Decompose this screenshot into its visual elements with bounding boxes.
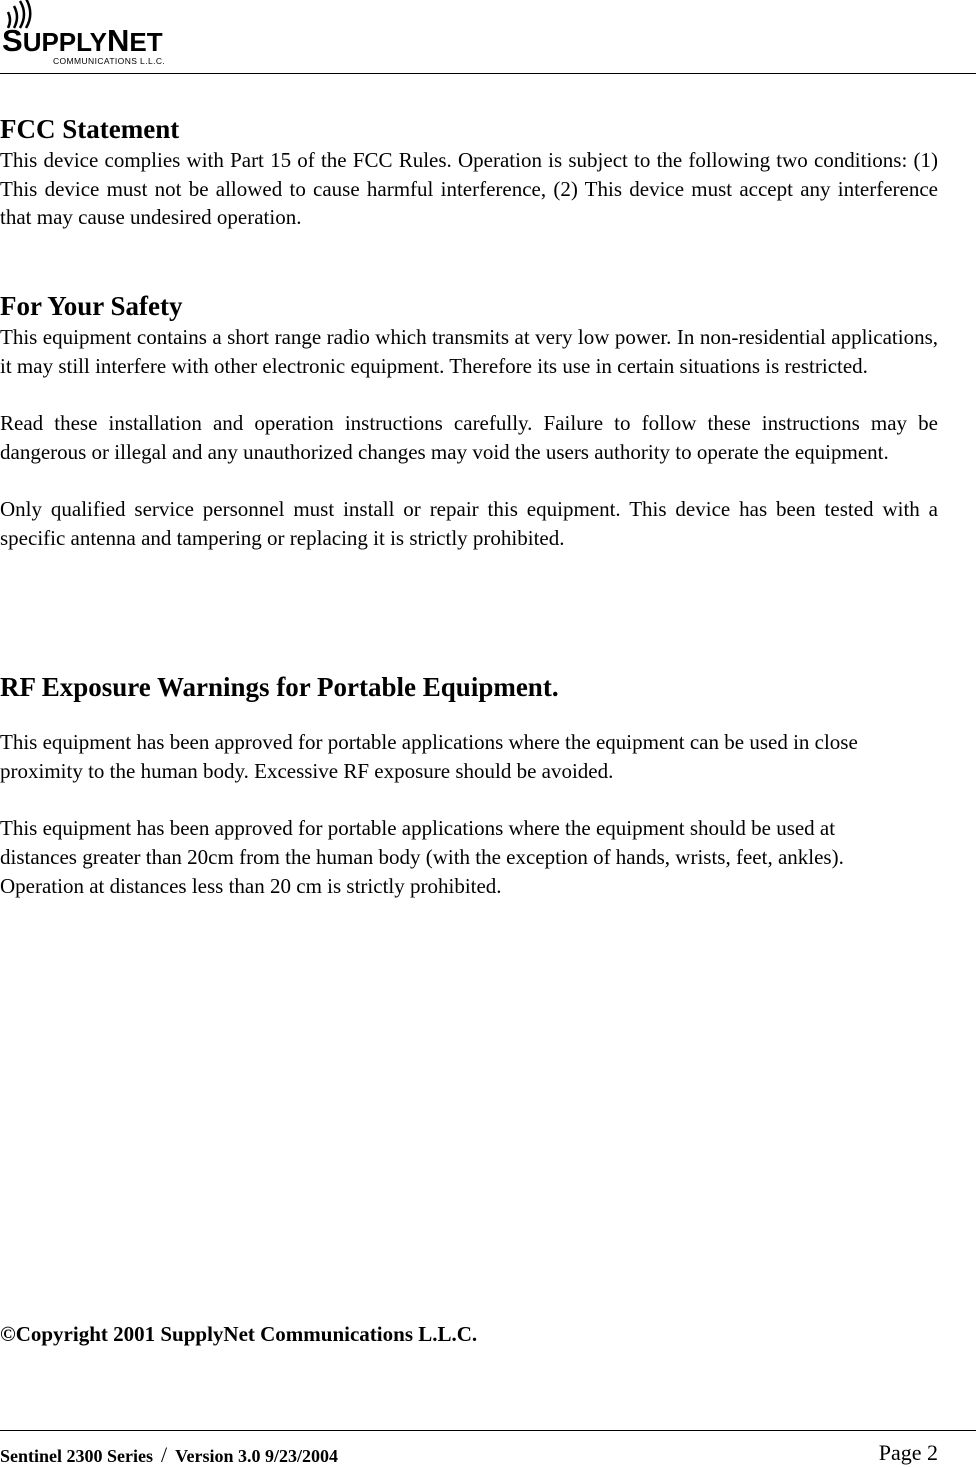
safety-paragraph: This equipment contains a short range radio which transmits at very low power. In non-residential applications, it may still interfere with other electronic equipment. Therefore its use in certain situations is restricted.	[0, 325, 938, 378]
fcc-paragraph: This device complies with Part 15 of the FCC Rules. Operation is subject to the following two conditions: (1) This device must not be allowed to cause harmful interference, (2) This device must accept any interference that may cause undesired operation.	[0, 148, 938, 230]
safety-heading: For Your Safety	[0, 291, 183, 321]
company-logo	[0, 0, 180, 70]
footer-divider	[0, 1430, 976, 1431]
fcc-section	[0, 112, 938, 232]
page-number: Page 2	[878, 1440, 938, 1465]
rf-section	[0, 670, 938, 900]
rf-paragraph: This equipment has been approved for portable applications where the equipment can be used in close proximity to the human body. Excessive RF exposure should be avoided.	[0, 730, 858, 783]
fcc-heading: FCC Statement	[0, 114, 180, 144]
safety-paragraph: Read these installation and operation instructions carefully. Failure to follow these instructions may be dangerous or illegal and any unauthorized changes may void the users authority to operate the equipment.	[0, 411, 938, 464]
footer-series: Sentinel 2300 Series	[0, 1446, 153, 1466]
safety-section	[0, 289, 938, 553]
logo-wordmark: SUPPLYNET	[2, 23, 163, 58]
footer-document-info	[0, 1444, 338, 1467]
rf-heading: RF Exposure Warnings for Portable Equipment.	[0, 672, 559, 702]
footer-separator: /	[161, 1442, 168, 1467]
rf-paragraph: This equipment has been approved for portable applications where the equipment should be used at distances greater than 20cm from the human body (with the exception of hands, wrists, feet, ankles). Operation at distances less than 20 cm is strictly prohibited.	[0, 816, 844, 898]
header-divider	[0, 73, 976, 74]
safety-paragraph: Only qualified service personnel must install or repair this equipment. This device has been tested with a specific antenna and tampering or replacing it is strictly prohibited.	[0, 497, 938, 550]
logo-subtitle: COMMUNICATIONS L.L.C.	[53, 56, 166, 66]
copyright-notice: ©Copyright 2001 SupplyNet Communications L.L.C.	[0, 1322, 478, 1346]
footer-version: Version 3.0 9/23/2004	[175, 1446, 338, 1466]
